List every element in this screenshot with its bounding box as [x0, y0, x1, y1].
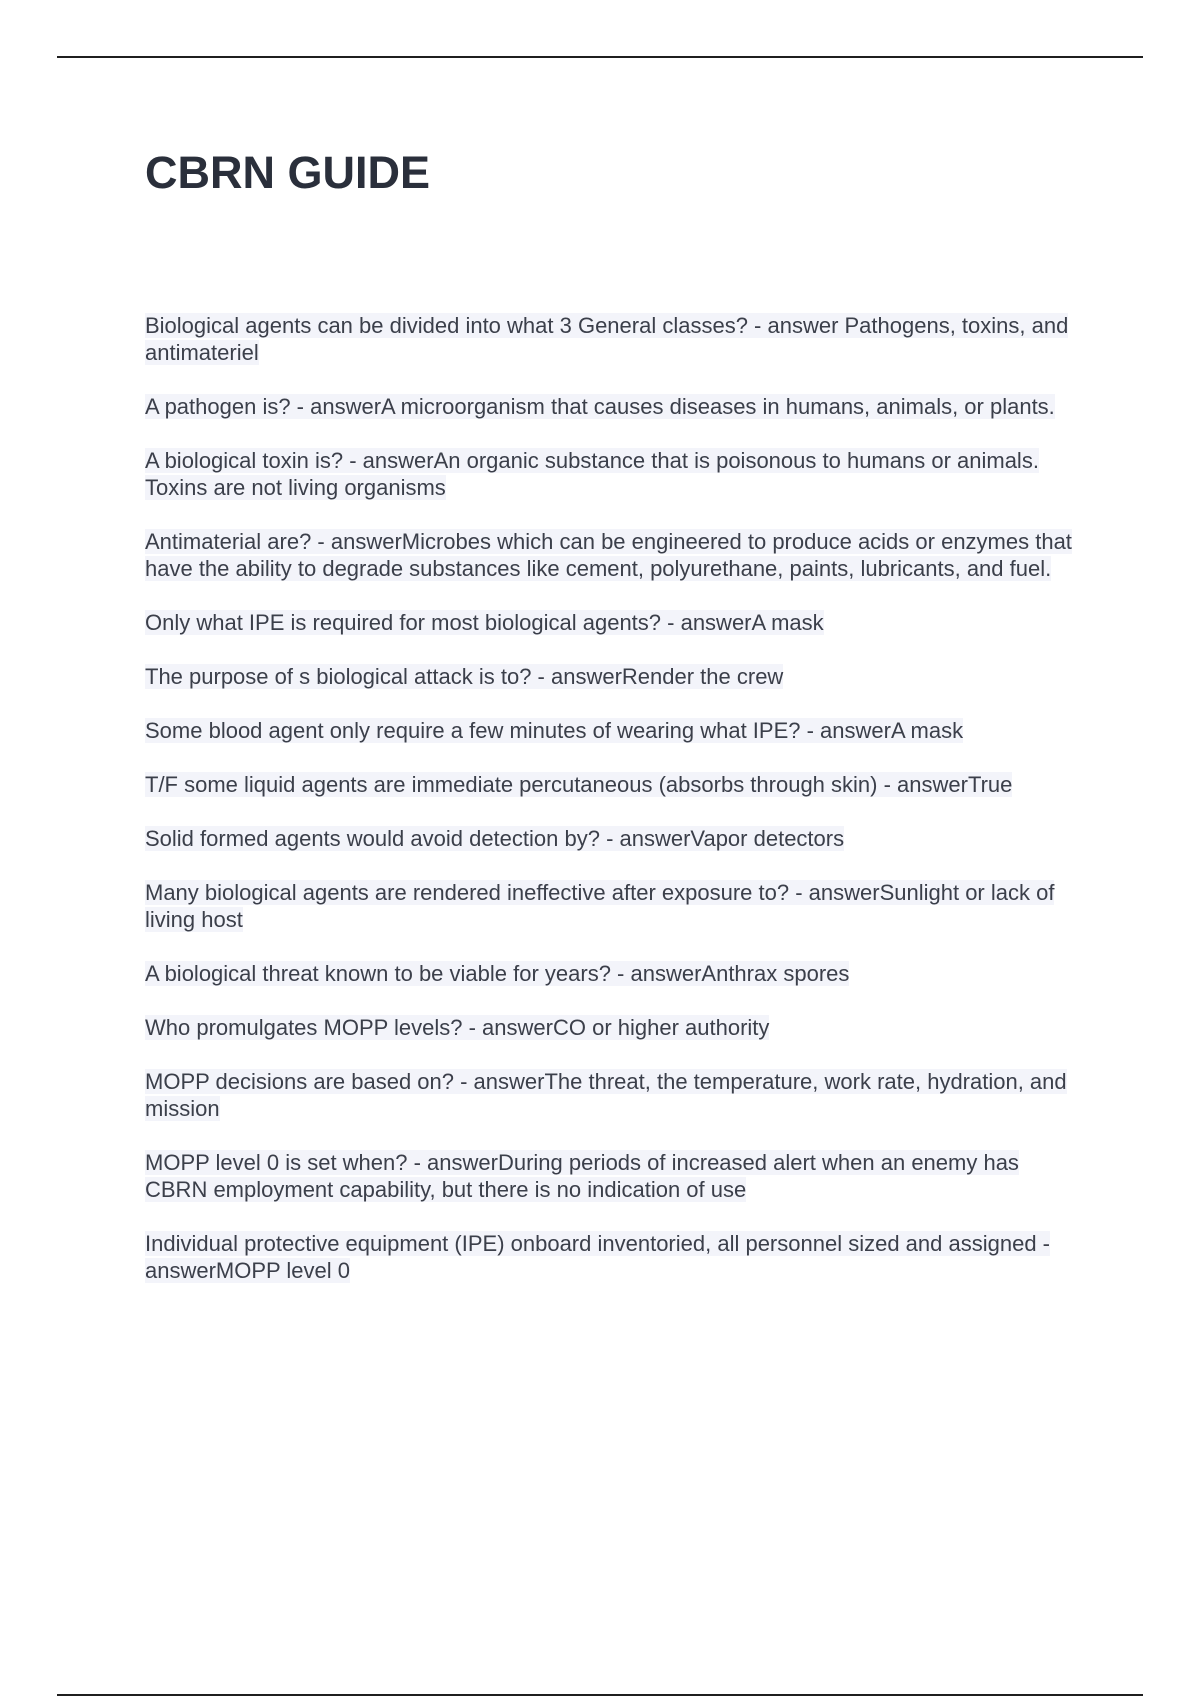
qa-text: T/F some liquid agents are immediate percutaneous (absorbs through skin) - answerTrue: [145, 772, 1013, 797]
bottom-divider: [57, 1694, 1143, 1696]
qa-text: Biological agents can be divided into what 3 General classes? - answer Pathogens, toxins, and antimateriel: [145, 313, 1069, 365]
qa-text: Many biological agents are rendered ineffective after exposure to? - answerSunlight or lack of living host: [145, 880, 1055, 932]
qa-text: MOPP level 0 is set when? - answerDuring periods of increased alert when an enemy has CBRN employment capability, but there is no indication of use: [145, 1150, 1019, 1202]
qa-text: A biological toxin is? - answerAn organic substance that is poisonous to humans or animals. Toxins are not living organisms: [145, 448, 1039, 500]
list-item: [145, 447, 1085, 501]
qa-text: Solid formed agents would avoid detection by? - answerVapor detectors: [145, 826, 845, 851]
qa-list: [145, 312, 1085, 1311]
list-item: [145, 1068, 1085, 1122]
qa-text: Antimaterial are? - answerMicrobes which can be engineered to produce acids or enzymes that have the ability to degrade substances like cement, polyurethane, paints, lubricants, and fuel.: [145, 529, 1072, 581]
list-item: [145, 609, 1085, 636]
list-item: [145, 393, 1085, 420]
qa-text: A biological threat known to be viable for years? - answerAnthrax spores: [145, 961, 850, 986]
top-divider: [57, 56, 1143, 58]
qa-text: The purpose of s biological attack is to? - answerRender the crew: [145, 664, 784, 689]
qa-text: A pathogen is? - answerA microorganism that causes diseases in humans, animals, or plants.: [145, 394, 1055, 419]
list-item: [145, 528, 1085, 582]
list-item: [145, 960, 1085, 987]
list-item: [145, 771, 1085, 798]
list-item: [145, 717, 1085, 744]
list-item: [145, 1230, 1085, 1284]
qa-text: Who promulgates MOPP levels? - answerCO or higher authority: [145, 1015, 770, 1040]
list-item: [145, 1149, 1085, 1203]
qa-text: Some blood agent only require a few minutes of wearing what IPE? - answerA mask: [145, 718, 964, 743]
list-item: [145, 663, 1085, 690]
qa-text: Only what IPE is required for most biological agents? - answerA mask: [145, 610, 824, 635]
qa-text: Individual protective equipment (IPE) onboard inventoried, all personnel sized and assigned - answerMOPP level 0: [145, 1231, 1050, 1283]
qa-text: MOPP decisions are based on? - answerThe threat, the temperature, work rate, hydration, and mission: [145, 1069, 1067, 1121]
page-title: CBRN GUIDE: [145, 147, 431, 198]
list-item: [145, 879, 1085, 933]
list-item: [145, 825, 1085, 852]
list-item: [145, 1014, 1085, 1041]
list-item: [145, 312, 1085, 366]
